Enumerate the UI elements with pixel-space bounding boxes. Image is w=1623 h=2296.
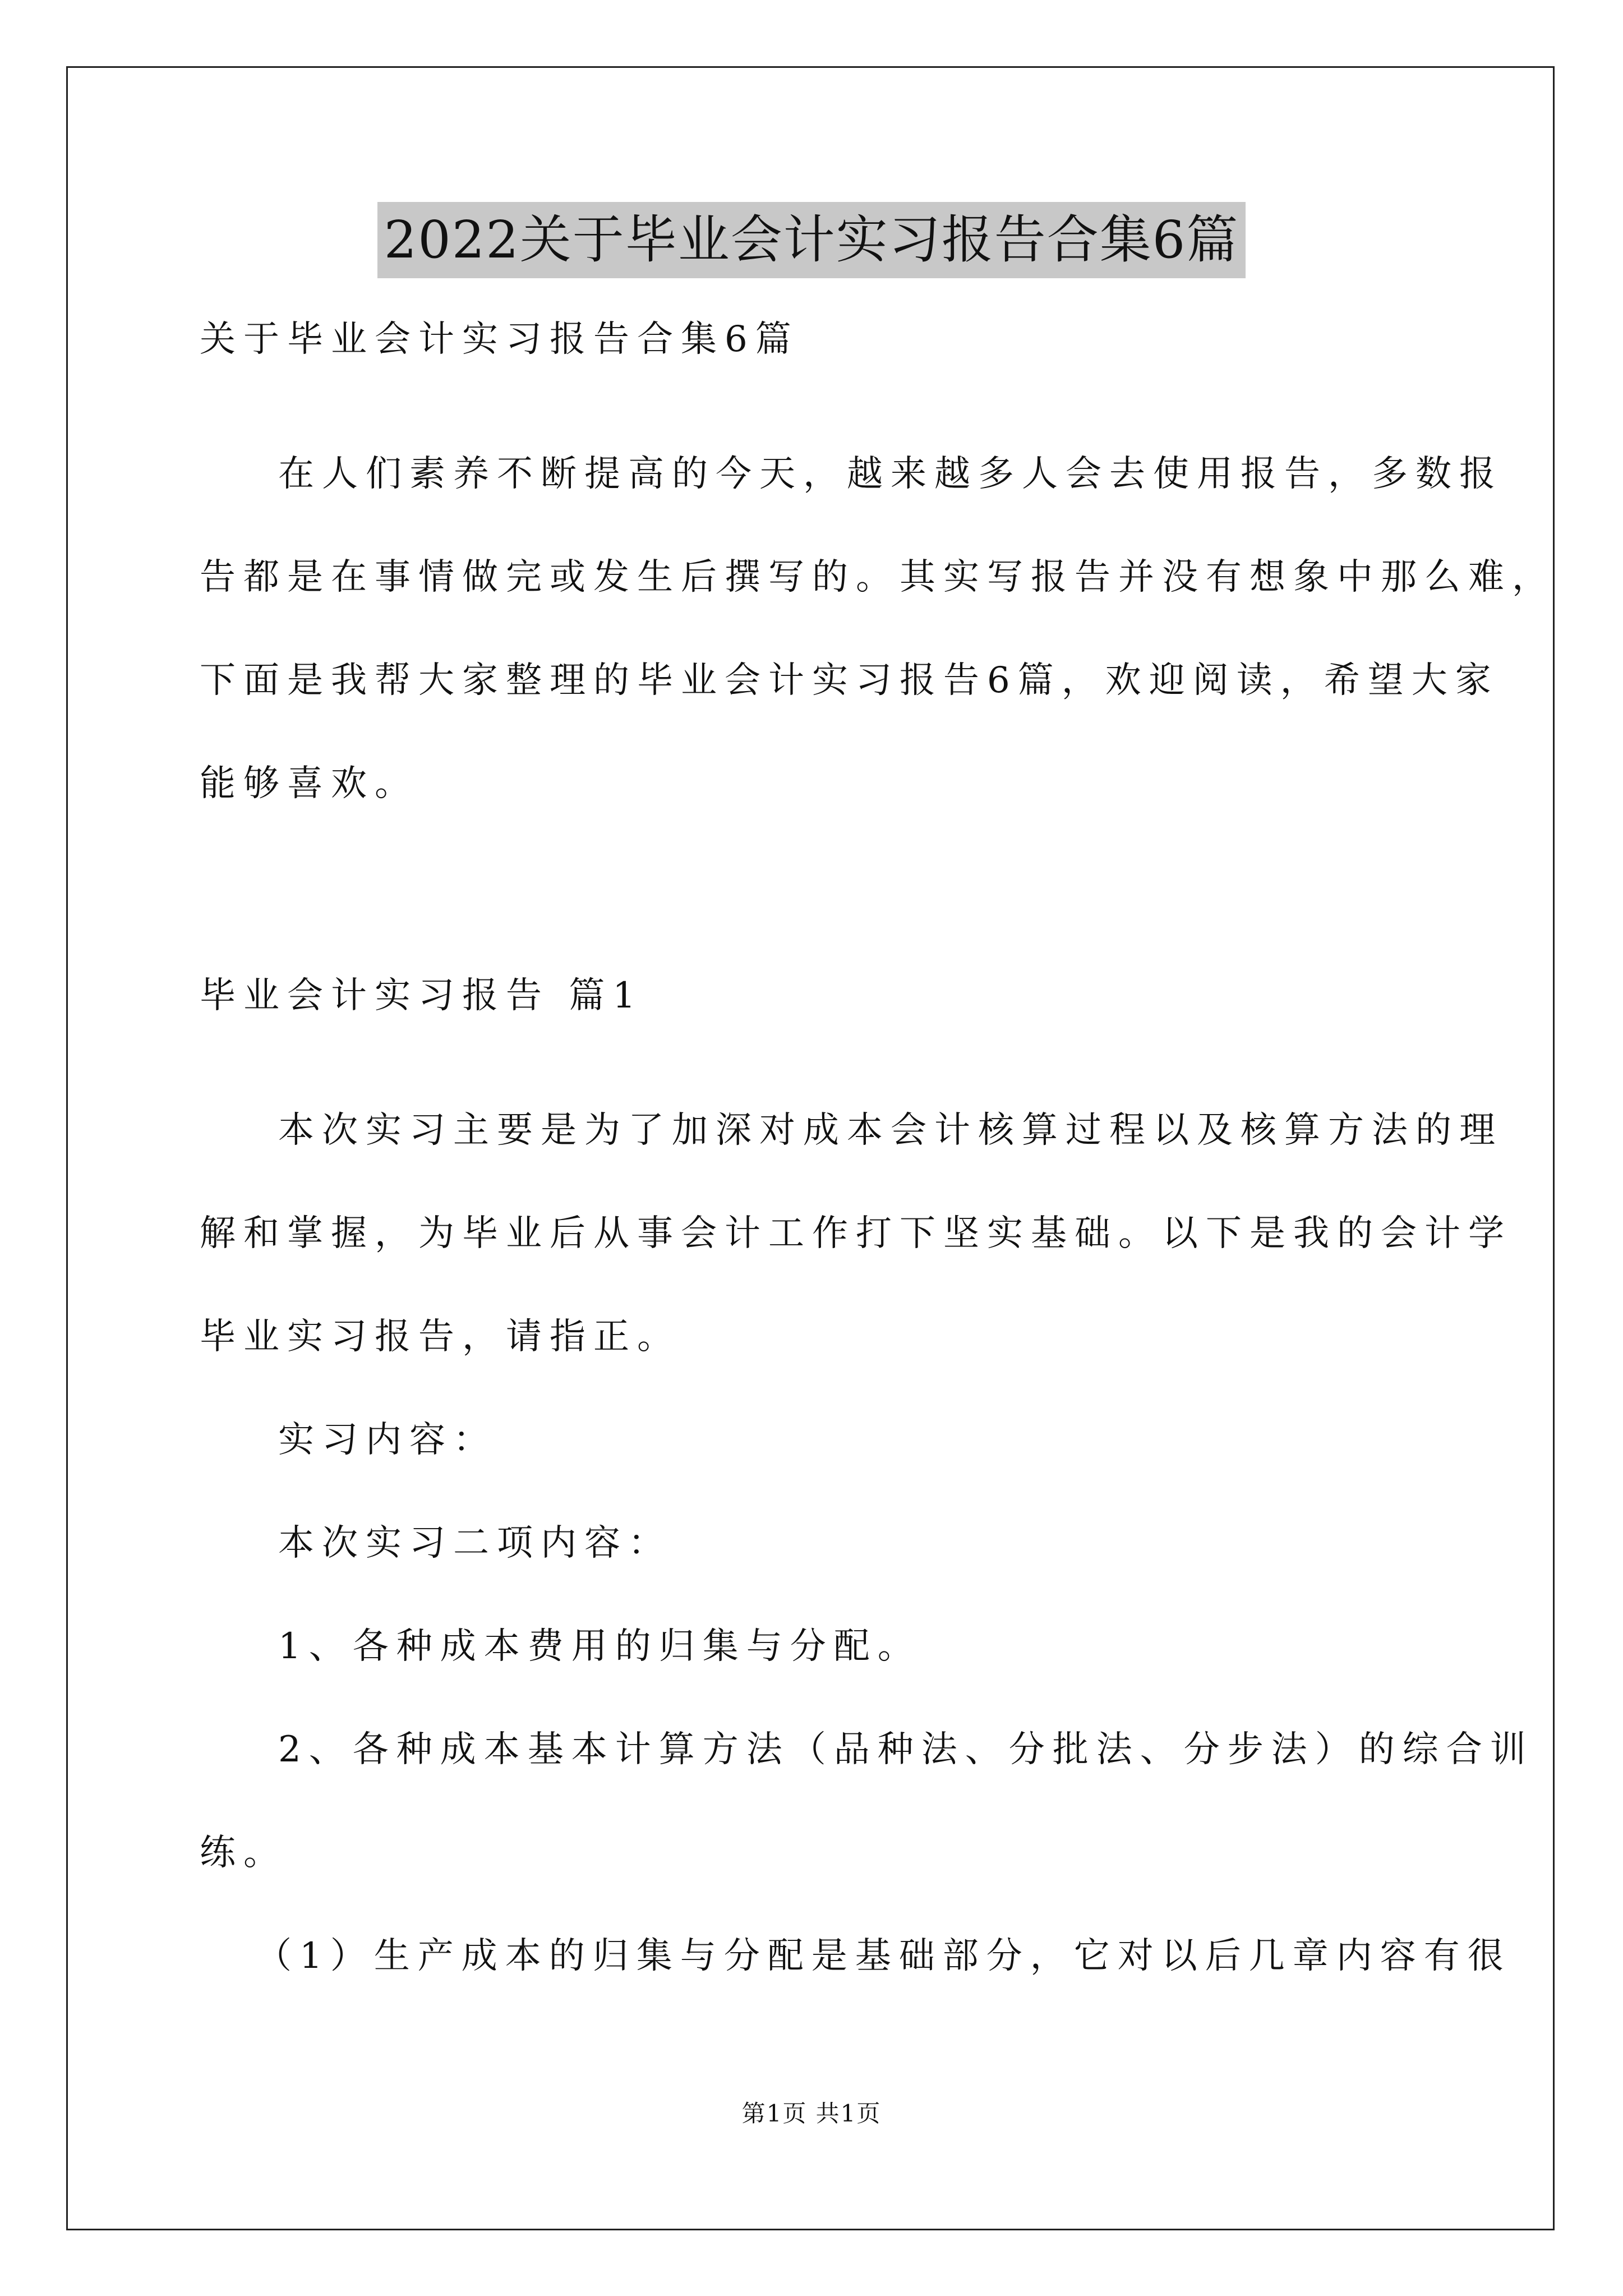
document-title: 2022关于毕业会计实习报告合集6篇	[377, 202, 1246, 278]
list-item: 1、各种成本费用的归集与分配。	[278, 1626, 921, 1667]
title-area	[0, 202, 1623, 278]
page-footer: 第1页 共1页	[741, 2100, 882, 2127]
paragraph-line: 下面是我帮大家整理的毕业会计实习报告6篇，欢迎阅读，希望大家	[200, 660, 1499, 701]
list-item-continuation: 练。	[200, 1832, 287, 1874]
paragraph-line: 实习内容：	[278, 1419, 497, 1461]
paragraph-line: 在人们素养不断提高的今天，越来越多人会去使用报告，多数报	[278, 453, 1503, 495]
section-heading: 毕业会计实习报告 篇1	[200, 975, 644, 1016]
paragraph-line: 解和掌握，为毕业后从事会计工作打下坚实基础。以下是我的会计学	[200, 1213, 1512, 1254]
paragraph-line: 能够喜欢。	[200, 763, 418, 804]
list-item: （1）生产成本的归集与分配是基础部分，它对以后几章内容有很	[256, 1935, 1511, 1977]
paragraph-line: 告都是在事情做完或发生后撰写的。其实写报告并没有想象中那么难，	[200, 556, 1556, 598]
paragraph-line: 本次实习主要是为了加深对成本会计核算过程以及核算方法的理	[278, 1110, 1503, 1151]
subtitle-line: 关于毕业会计实习报告合集6篇	[200, 319, 799, 360]
paragraph-line: 本次实习二项内容：	[278, 1522, 672, 1564]
list-item: 2、各种成本基本计算方法（品种法、分批法、分步法）的综合训	[278, 1729, 1534, 1770]
paragraph-line: 毕业实习报告，请指正。	[200, 1316, 681, 1358]
